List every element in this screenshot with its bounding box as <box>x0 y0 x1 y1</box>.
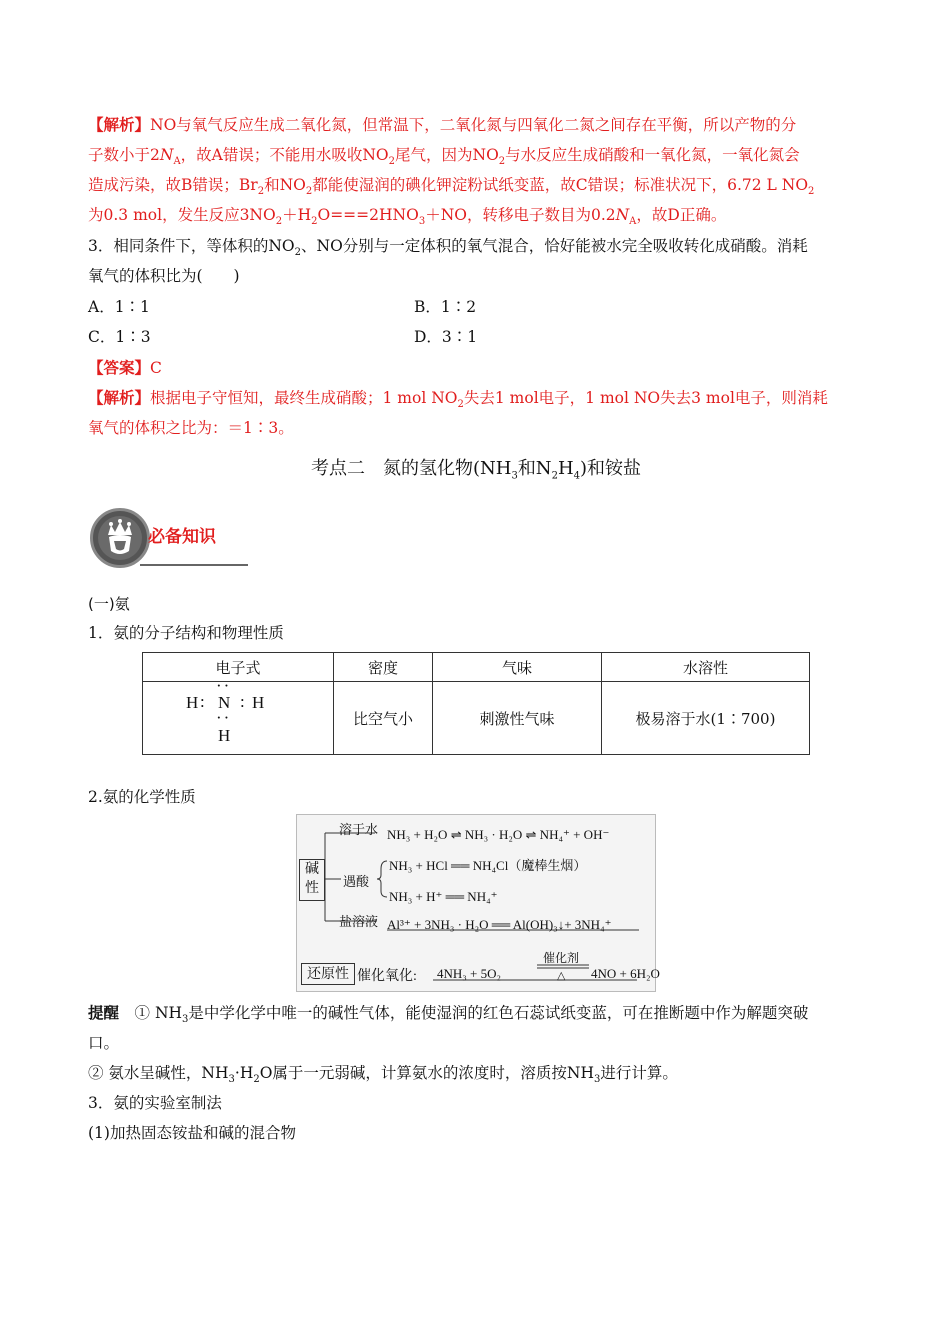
catalytic-equation-left: 4NH₃ + 5O₂ <box>437 966 502 981</box>
chemical-properties-diagram <box>296 814 660 992</box>
cell-solubility: 极易溶于水(1∶700) <box>602 682 810 755</box>
water-label: 溶于水 <box>339 822 379 837</box>
basic-box: 碱性 <box>299 859 325 901</box>
text: ② 氨水呈碱性，NH <box>88 1064 229 1082</box>
text: 2 <box>275 216 283 228</box>
q2-analysis-line-1 <box>88 114 796 136</box>
cell-density: 比空气小 <box>334 682 433 755</box>
heat-symbol: △ <box>557 970 566 982</box>
bond-pair-right: : <box>240 692 245 711</box>
atom-h-right: H <box>252 693 265 712</box>
text: 3．相同条件下，等体积的NO <box>88 237 295 255</box>
text: 进行计算。 <box>600 1064 678 1082</box>
text: 2 <box>457 399 464 411</box>
q3-answer <box>88 357 162 379</box>
q2-analysis-line-4 <box>88 204 726 226</box>
text: 为0.3 mol，发生反应3NO <box>88 206 276 224</box>
text: 2 <box>294 247 302 259</box>
salt-equation: Al³⁺ + 3NH₃ · H₂O ══ Al(OH)₃↓+ 3NH₄⁺ <box>387 917 612 932</box>
acid-label: 遇酸 <box>343 874 370 889</box>
atom-h-bottom: H <box>218 726 231 745</box>
text: 都能使湿润的碘化钾淀粉试纸变蓝，故C错误；标准状况下，6.72 L NO <box>312 176 809 194</box>
text: )和铵盐 <box>580 458 642 479</box>
analysis-label: 【解析】 <box>88 115 151 134</box>
catalyst-label: 催化剂 <box>543 951 580 965</box>
text: ＋H <box>282 206 312 224</box>
text: A <box>173 156 181 168</box>
text: ＋NO，转移电子数目为0.2 <box>425 206 616 224</box>
bond-pair-bottom: ·· <box>216 708 232 727</box>
q2-analysis-line-2 <box>88 144 800 166</box>
text: O属于一元弱碱，计算氨水的浓度时，溶质按NH <box>259 1064 595 1082</box>
text: 3 <box>418 216 426 228</box>
option-a: A．1∶1 <box>88 298 150 316</box>
acid-equation-1: NH₃ + HCl ══ NH₄Cl（魔棒生烟） <box>389 858 587 873</box>
text: 3 <box>511 470 518 482</box>
badge-underline <box>140 564 248 566</box>
text: 3 <box>228 1074 235 1086</box>
item-2-heading: 2.氨的化学性质 <box>88 788 196 806</box>
header-odor: 气味 <box>433 653 602 682</box>
salt-label: 盐溶液 <box>339 914 379 929</box>
q3-analysis-line-2: 氧气的体积之比为：＝1∶3。 <box>88 419 294 437</box>
text: 2 <box>498 156 506 168</box>
item-3-heading: 3．氨的实验室制法 <box>88 1094 222 1112</box>
text: 2 <box>808 186 815 198</box>
text: H <box>557 458 574 479</box>
header-density: 密度 <box>334 653 433 682</box>
text: 与水反应生成硝酸和一氧化氮，一氧化氮会 <box>505 146 800 164</box>
text: 2 <box>388 156 396 168</box>
bond-pair-left: : <box>200 692 205 711</box>
q3-stem-line-1 <box>88 235 808 257</box>
atom-n: N <box>218 693 231 712</box>
header-solubility: 水溶性 <box>602 653 810 682</box>
text: NO与氧气反应生成二氧化氮，但常温下，二氧化氮与四氧化二氮之间存在平衡，所以产物的分 <box>150 116 797 134</box>
text: 和N <box>517 458 552 479</box>
text: 2 <box>257 186 265 198</box>
text: N <box>615 206 630 224</box>
sub-title: (一)氨 <box>88 595 130 613</box>
text: 考点二 氮的氢化物(NH <box>310 458 512 479</box>
option-d: D．3∶1 <box>414 328 478 346</box>
text: ，故A错误；不能用水吸收NO <box>180 146 389 164</box>
acid-equation-2: NH₃ + H⁺ ══ NH₄⁺ <box>389 889 498 904</box>
tip-line-1 <box>88 1002 808 1024</box>
cell-lewis-structure <box>143 676 334 755</box>
item-1-heading: 1．氨的分子结构和物理性质 <box>88 624 284 642</box>
knowledge-badge <box>90 508 250 566</box>
text: A <box>629 216 637 228</box>
text: 和NO <box>264 176 306 194</box>
text: 3 <box>594 1074 601 1086</box>
text: 2 <box>551 470 558 482</box>
text: 2 <box>253 1074 260 1086</box>
q3-stem-line-2: 氧气的体积比为( ) <box>88 267 240 285</box>
crown-icon <box>90 508 150 568</box>
crown-graphic <box>93 511 147 565</box>
option-b: B．1∶2 <box>414 298 477 316</box>
reducing-box: 还原性 <box>301 963 355 985</box>
text: 失去1 mol电子，1 mol NO失去3 mol电子，则消耗 <box>463 389 828 407</box>
lone-pair-dots: ·· <box>216 676 232 695</box>
header-electron-formula: 电子式 <box>143 653 334 682</box>
badge-label: 必备知识 <box>148 527 216 547</box>
text: 子数小于2 <box>88 146 160 164</box>
text: 2 <box>305 186 313 198</box>
text: 造成污染，故B错误；Br <box>88 176 258 194</box>
analysis-label: 【解析】 <box>88 388 151 407</box>
text: 根据电子守恒知，最终生成硝酸；1 mol NO <box>150 389 458 407</box>
tip-label: 提醒 <box>88 1004 120 1022</box>
answer-value: C <box>150 359 162 377</box>
atom-h-left: H <box>186 693 199 712</box>
text: ·H <box>234 1064 254 1082</box>
tip-line-2: 口。 <box>88 1034 120 1052</box>
text: ，故D正确。 <box>636 206 727 224</box>
table-header-row <box>143 653 810 682</box>
text: ① NH <box>119 1004 183 1022</box>
text: 4 <box>573 470 581 482</box>
text: 尾气，因为NO <box>395 146 499 164</box>
table-row <box>143 682 810 755</box>
catalytic-equation-right: 4NO + 6H₂O <box>591 966 660 981</box>
tip-line-3 <box>88 1062 678 1084</box>
text: 是中学化学中唯一的碱性气体，能使湿润的红色石蕊试纸变蓝，可在推断题中作为解题突破 <box>188 1004 809 1022</box>
text: N <box>159 146 174 164</box>
water-equation: NH₃ + H₂O ⇌ NH₃ · H₂O ⇌ NH₄⁺ + OH⁻ <box>387 827 610 842</box>
ammonia-properties-table <box>142 652 810 755</box>
answer-label: 【答案】 <box>88 358 151 377</box>
lewis-structure <box>178 676 298 754</box>
q2-analysis-line-3 <box>88 174 814 196</box>
catalytic-label: 催化氧化: <box>357 969 417 984</box>
q3-analysis-line-1 <box>88 387 828 409</box>
text: 2 <box>311 216 318 228</box>
section-heading <box>88 454 864 480</box>
text: 3 <box>182 1014 189 1026</box>
option-c: C．1∶3 <box>88 328 151 346</box>
text: O===2HNO <box>317 206 419 224</box>
item-3-1-heading: (1)加热固态铵盐和碱的混合物 <box>88 1124 296 1142</box>
text: 、NO分别与一定体积的氧气混合，恰好能被水完全吸收转化成硝酸。消耗 <box>301 237 808 255</box>
cell-odor: 刺激性气味 <box>433 682 602 755</box>
